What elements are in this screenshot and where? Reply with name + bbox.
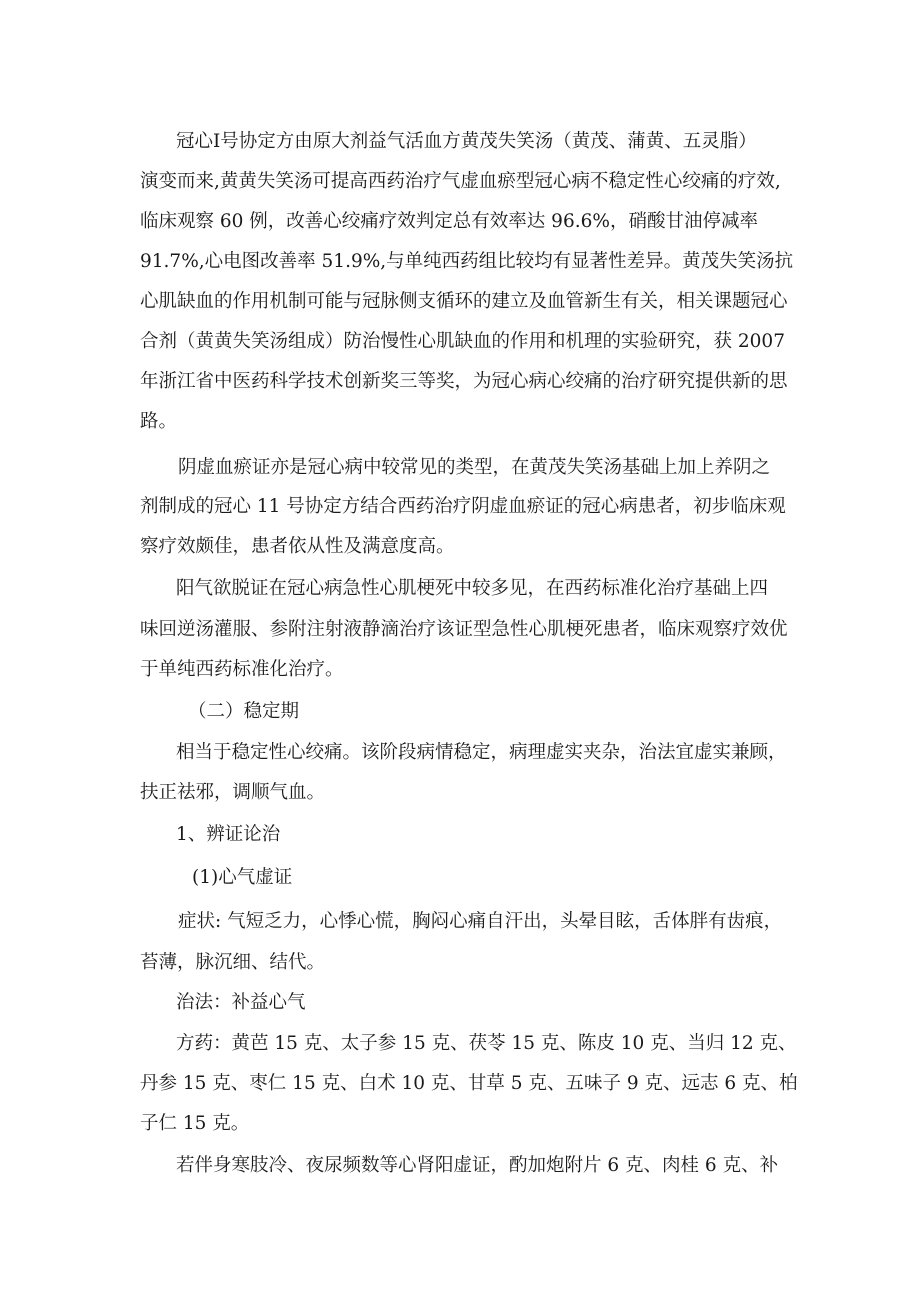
text-line-4: 91.7%,心电图改善率 51.9%,与单纯西药组比较均有显著性差异。黄茂失笑汤抗 <box>140 251 794 272</box>
text-line-7: 年浙江省中医药科学技术创新奖三等奖，为冠心病心绞痛的治疗研究提供新的思 <box>140 371 788 392</box>
text-line-prescription-2: 丹参 15 克、枣仁 15 克、白术 10 克、甘草 5 克、五味子 9 克、远志 6 克、柏 <box>140 1073 798 1094</box>
text-line-9: 阴虚血瘀证亦是冠心病中较常见的类型，在黄茂失笑汤基础上加上养阴之 <box>178 457 771 478</box>
text-line-symptoms-1: 症状: 气短乏力，心悸心慌，胸闷心痛自汗出，头晕目眩，舌体胖有齿痕， <box>178 911 783 932</box>
text-line-symptoms-2: 苔薄，脉沉细、结代。 <box>140 952 326 973</box>
text-line-17: 扶正祛邪，调顺气血。 <box>140 782 326 803</box>
text-line-12: 阳气欲脱证在冠心病急性心肌梗死中较多见，在西药标准化治疗基础上四 <box>176 578 769 599</box>
text-line-2: 演变而来,黄黄失笑汤可提高西药治疗气虚血瘀型冠心病不稳定性心绞痛的疗效, <box>140 171 781 192</box>
text-line-prescription-3: 子仁 15 克。 <box>140 1113 250 1134</box>
text-line-3: 临床观察 60 例，改善心绞痛疗效判定总有效率达 96.6%，硝酸甘油停减率 <box>140 211 758 232</box>
text-line-5: 心肌缺血的作用机制可能与冠脉侧支循环的建立及血管新生有关，相关课题冠心 <box>140 291 788 312</box>
text-line-8: 路。 <box>140 411 178 432</box>
text-line-1: 冠心Ⅰ号协定方由原大剂益气活血方黄茂失笑汤（黄茂、蒲黄、五灵脂） <box>176 131 757 152</box>
text-line-10: 剂制成的冠心 11 号协定方结合西药治疗阴虚血瘀证的冠心病患者，初步临床观 <box>140 496 786 517</box>
text-line-16: 相当于稳定性心绞痛。该阶段病情稳定，病理虚实夹杂，治法宜虚实兼顾， <box>176 742 787 763</box>
section-heading-stable-phase: （二）稳定期 <box>188 701 300 722</box>
text-line-26: 若伴身寒肢冷、夜尿频数等心肾阳虚证，酌加炮附片 6 克、肉桂 6 克、补 <box>176 1155 779 1176</box>
text-line-14: 于单纯西药标准化治疗。 <box>140 659 344 680</box>
text-line-treatment: 治法：补益心气 <box>176 992 306 1013</box>
text-line-6: 合剂（黄黄失笑汤组成）防治慢性心肌缺血的作用和机理的实验研究，获 2007 <box>140 331 785 352</box>
text-line-13: 味回逆汤灌服、参附注射液静滴治疗该证型急性心肌梗死患者，临床观察疗效优 <box>140 619 788 640</box>
text-line-prescription-1: 方药：黄芭 15 克、太子参 15 克、茯苓 15 克、陈皮 10 克、当归 12 克、 <box>176 1033 797 1054</box>
text-line-11: 察疗效颇佳，患者依从性及满意度高。 <box>140 536 455 557</box>
subheading-syndrome-differentiation: 1、辨证论治 <box>176 824 281 845</box>
subheading-heart-qi-deficiency: (1)心气虚证 <box>192 867 293 888</box>
